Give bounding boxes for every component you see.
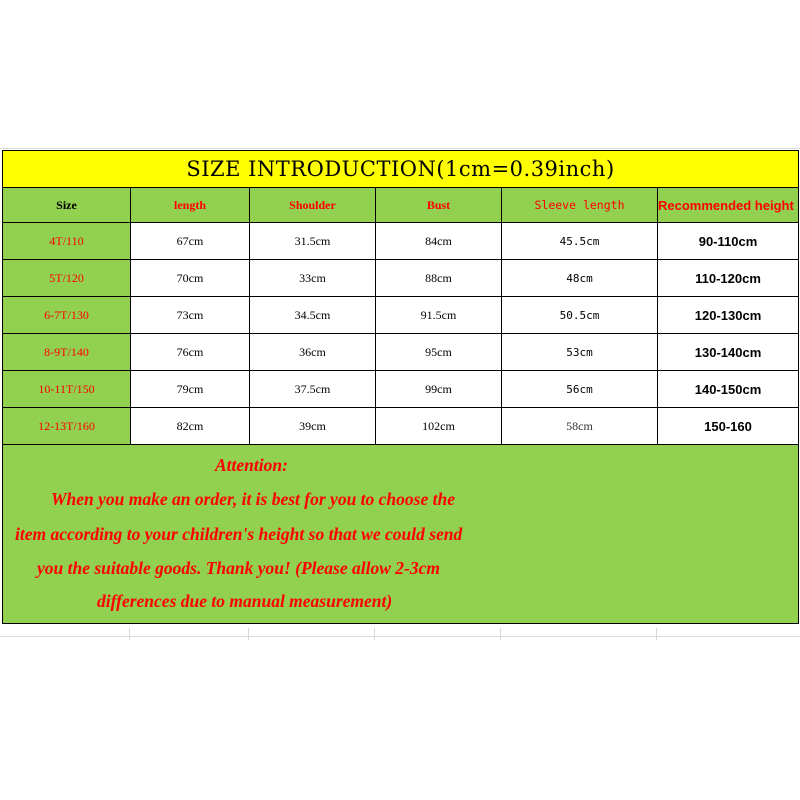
- shoulder-cell: 34.5cm: [250, 297, 376, 334]
- grid-line: [0, 148, 800, 149]
- length-cell: 67cm: [131, 223, 250, 260]
- sleeve-cell: 56cm: [502, 371, 658, 408]
- note-heading: Attention:: [215, 455, 288, 475]
- note-line: When you make an order, it is best for you to choose the: [51, 489, 455, 509]
- size-cell: 4T/110: [3, 223, 131, 260]
- height-cell: 140-150cm: [658, 371, 799, 408]
- note-line: item according to your children's height so that we could send: [15, 524, 463, 544]
- bust-cell: 99cm: [376, 371, 502, 408]
- size-cell: 12-13T/160: [3, 408, 131, 445]
- table-row: [3, 408, 799, 445]
- shoulder-cell: 33cm: [250, 260, 376, 297]
- grid-line: [129, 628, 130, 640]
- header-length: length: [131, 188, 250, 223]
- table-row: [3, 297, 799, 334]
- height-cell: 120-130cm: [658, 297, 799, 334]
- header-row: [3, 188, 799, 223]
- table-row: [3, 223, 799, 260]
- note-line: differences due to manual measurement): [97, 591, 393, 611]
- grid-line: [374, 628, 375, 640]
- shoulder-cell: 37.5cm: [250, 371, 376, 408]
- sleeve-cell: 48cm: [502, 260, 658, 297]
- height-cell: 130-140cm: [658, 334, 799, 371]
- title-row: [3, 151, 799, 188]
- grid-line: [248, 628, 249, 640]
- table-row: [3, 260, 799, 297]
- height-cell: 110-120cm: [658, 260, 799, 297]
- size-cell: 6-7T/130: [3, 297, 131, 334]
- sleeve-cell: 53cm: [502, 334, 658, 371]
- table-row: [3, 371, 799, 408]
- grid-line: [500, 628, 501, 640]
- height-cell: 90-110cm: [658, 223, 799, 260]
- header-size: Size: [3, 188, 131, 223]
- header-recommended-height: Recommended height: [658, 188, 799, 223]
- size-cell: 8-9T/140: [3, 334, 131, 371]
- note-line: you the suitable goods. Thank you! (Please allow 2-3cm: [37, 558, 440, 578]
- length-cell: 70cm: [131, 260, 250, 297]
- attention-note: [3, 445, 799, 624]
- header-shoulder: Shoulder: [250, 188, 376, 223]
- header-sleeve-length: Sleeve length: [502, 188, 658, 223]
- size-cell: 10-11T/150: [3, 371, 131, 408]
- height-cell: 150-160: [658, 408, 799, 445]
- shoulder-cell: 36cm: [250, 334, 376, 371]
- bust-cell: 84cm: [376, 223, 502, 260]
- sleeve-cell: 50.5cm: [502, 297, 658, 334]
- grid-line: [0, 636, 800, 637]
- header-bust: Bust: [376, 188, 502, 223]
- length-cell: 82cm: [131, 408, 250, 445]
- note-row: [3, 445, 799, 624]
- bust-cell: 91.5cm: [376, 297, 502, 334]
- length-cell: 79cm: [131, 371, 250, 408]
- size-table: [2, 150, 799, 624]
- grid-line: [656, 628, 657, 640]
- size-cell: 5T/120: [3, 260, 131, 297]
- bust-cell: 88cm: [376, 260, 502, 297]
- length-cell: 73cm: [131, 297, 250, 334]
- sleeve-cell: 58cm: [502, 408, 658, 445]
- shoulder-cell: 31.5cm: [250, 223, 376, 260]
- bust-cell: 95cm: [376, 334, 502, 371]
- bust-cell: 102cm: [376, 408, 502, 445]
- table-title: SIZE INTRODUCTION(1cm=0.39inch): [3, 151, 799, 188]
- length-cell: 76cm: [131, 334, 250, 371]
- sleeve-cell: 45.5cm: [502, 223, 658, 260]
- table-row: [3, 334, 799, 371]
- shoulder-cell: 39cm: [250, 408, 376, 445]
